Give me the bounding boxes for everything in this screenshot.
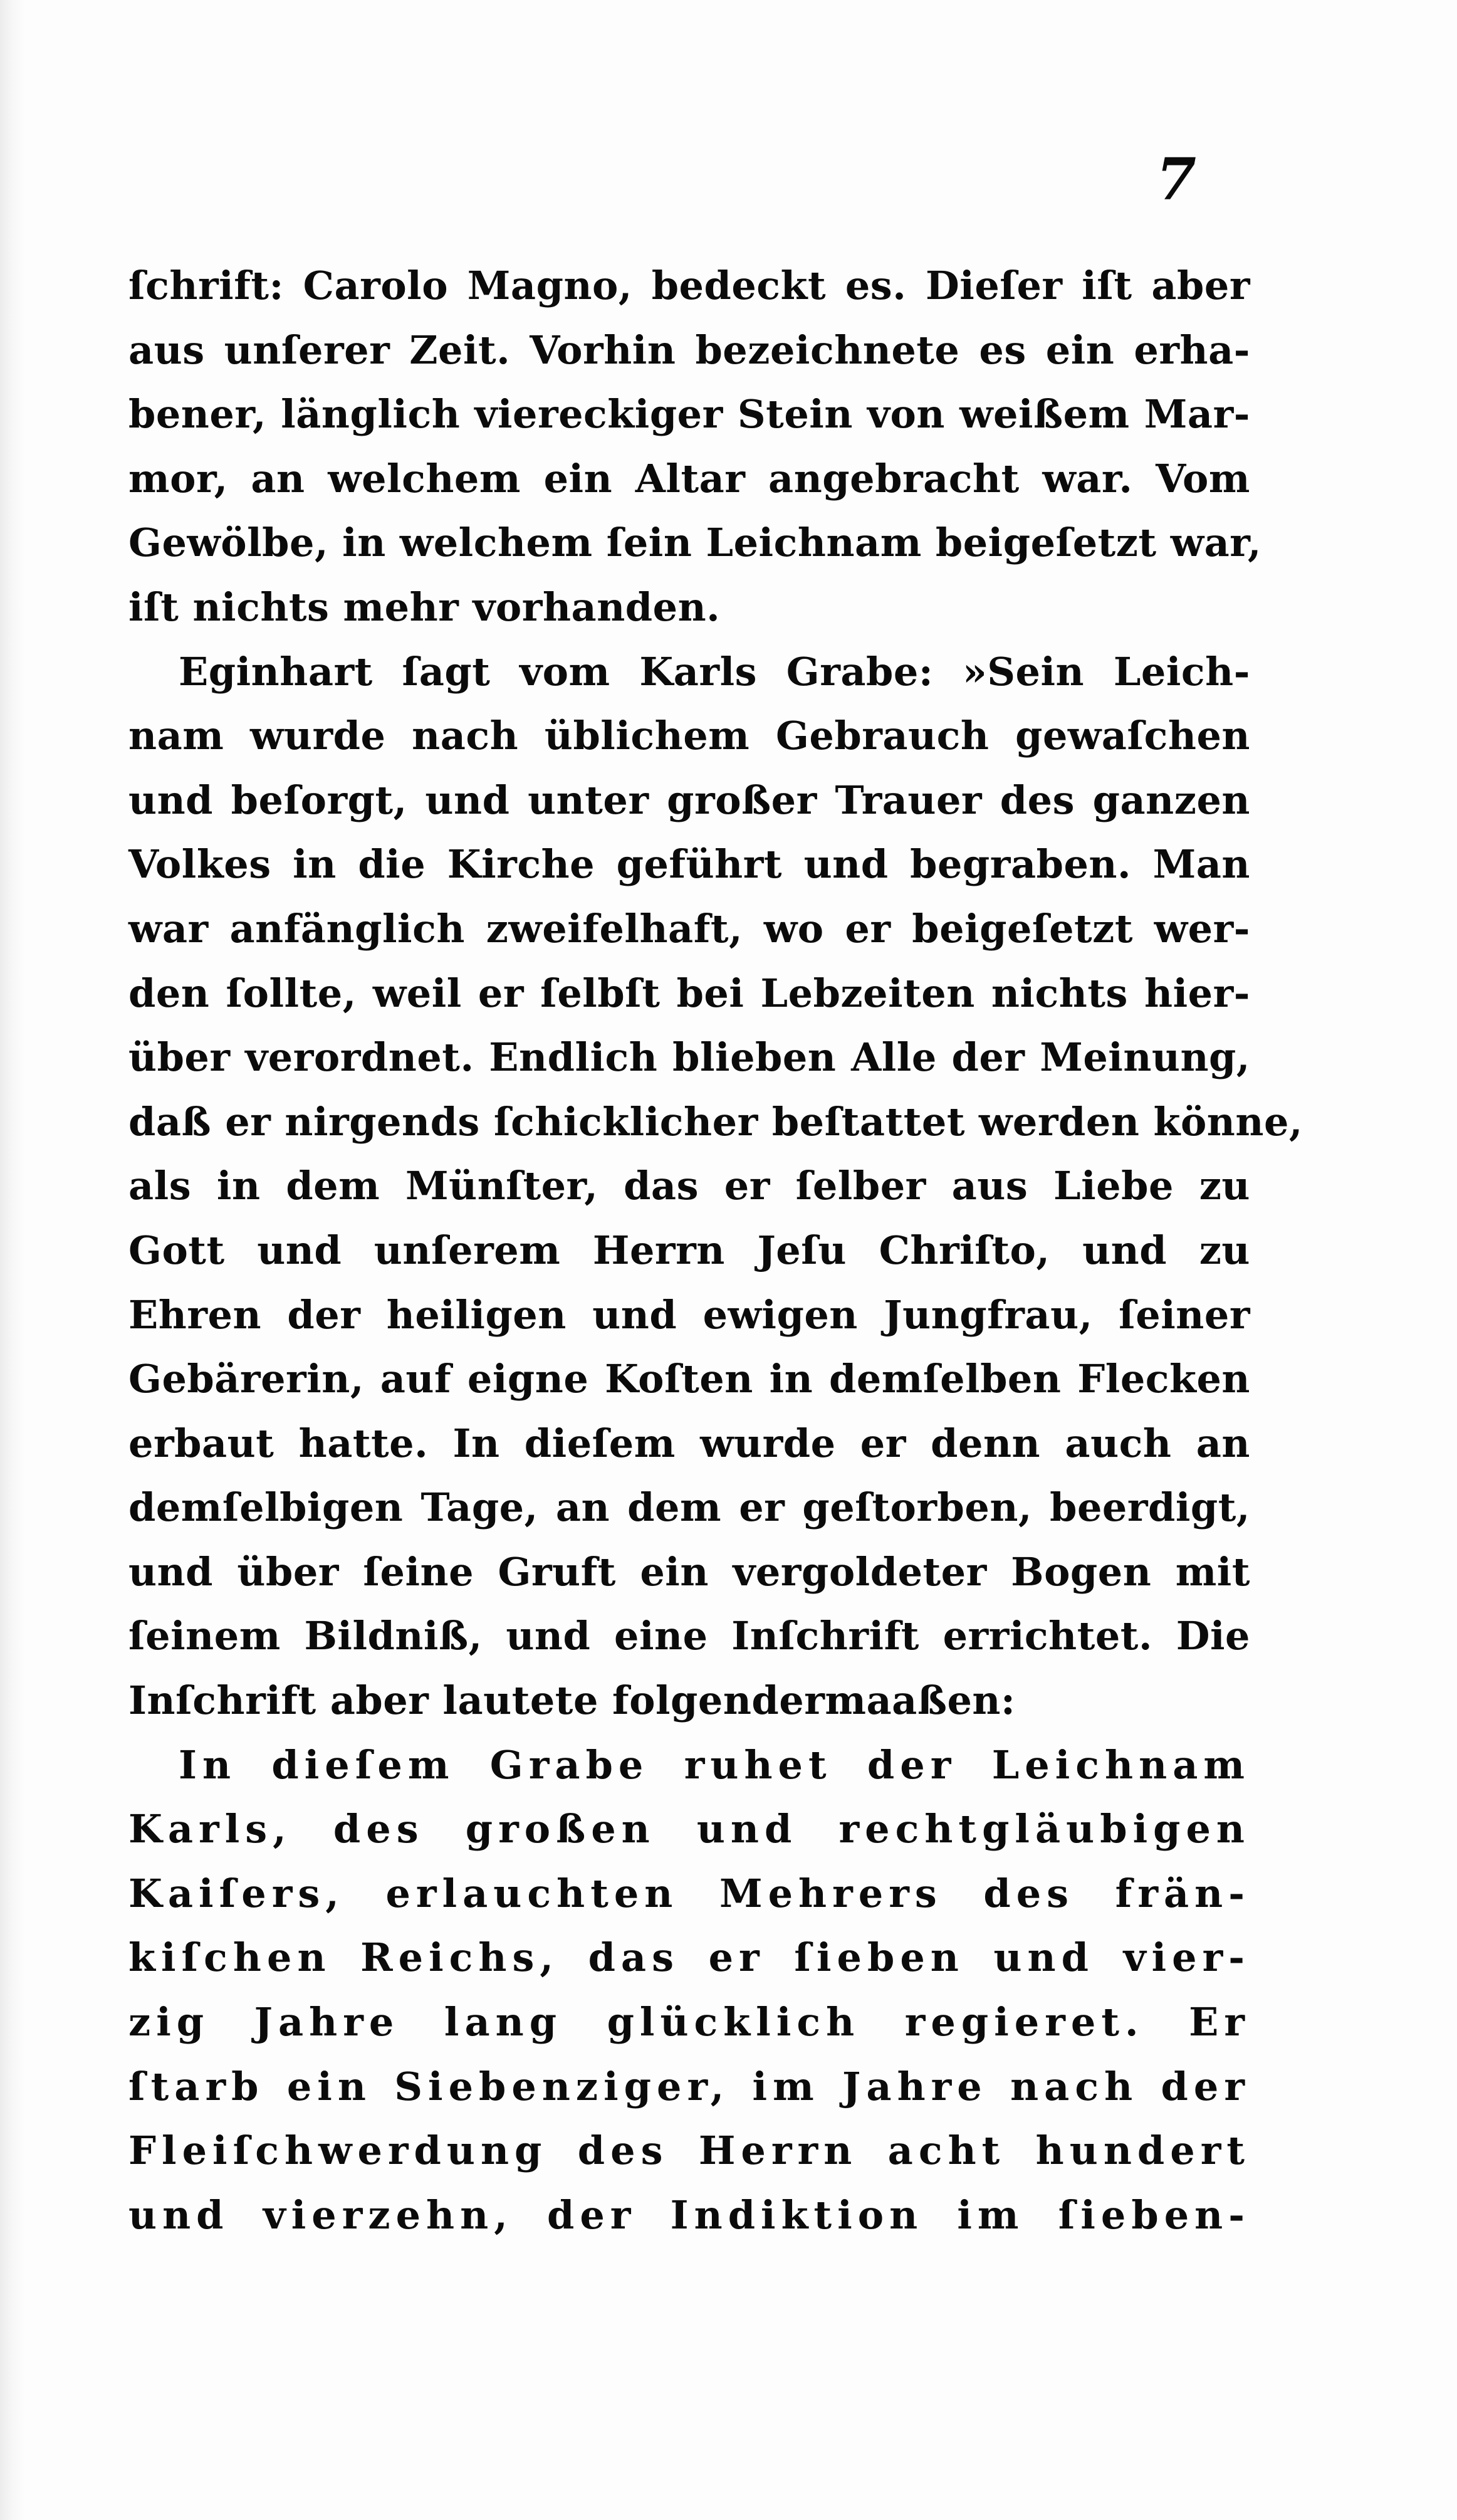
inscription-line: ſtarb ein Siebenziger, im Jahre nach der — [128, 2063, 1250, 2109]
inscription-line: In dieſem Grabe ruhet der Leichnam — [179, 1741, 1250, 1788]
inscription-line: und vierzehn, der Indiktion im ſieben- — [128, 2192, 1250, 2238]
text-line: Eginhart ſagt vom Karls Grabe: »Sein Leich- — [179, 648, 1250, 695]
paragraph-inscription — [128, 1733, 1250, 2248]
inscription-line: kiſchen Reichs, das er ſieben und vier- — [128, 1935, 1250, 1981]
text-line: Inſchrift aber lautete folgendermaaßen: — [128, 1677, 1016, 1724]
paragraph-eginhart-quote — [128, 640, 1303, 1733]
page-number: 7 — [1156, 145, 1197, 213]
inscription-line: zig Jahre lang glücklich regieret. Er — [128, 1999, 1250, 2045]
text-line: aus unſerer Zeit. Vorhin bezeichnete es ein erha- — [128, 327, 1250, 373]
text-line: als in dem Münſter, das er ſelber aus Liebe zu — [128, 1163, 1250, 1209]
text-line: bener, länglich viereckiger Stein von weißem Mar- — [128, 391, 1250, 438]
inscription-line: Kaiſers, erlauchten Mehrers des frän- — [128, 1870, 1250, 1916]
text-line: Volkes in die Kirche geführt und begraben. Man — [128, 841, 1250, 888]
text-line: und beſorgt, und unter großer Trauer des ganzen — [128, 777, 1250, 823]
text-line: über verordnet. Endlich blieben Alle der Meinung, — [128, 1034, 1250, 1081]
text-line: ſchrift: Carolo Magno, bedeckt es. Dieſer iſt aber — [128, 263, 1250, 308]
text-line: Gott und unſerem Herrn Jeſu Chriſto, und zu — [128, 1227, 1250, 1273]
inscription-line: Karls, des großen und rechtgläubigen — [128, 1806, 1250, 1852]
text-line: und über ſeine Gruft ein vergoldeter Bogen mit — [128, 1548, 1250, 1595]
text-line: ſeinem Bildniß, und eine Inſchrift errichtet. Die — [128, 1613, 1250, 1659]
text-line: war anfänglich zweifelhaft, wo er beigeſetzt wer- — [128, 905, 1250, 952]
text-line: den ſollte, weil er ſelbſt bei Lebzeiten nichts hier- — [128, 970, 1250, 1016]
text-line: Gewölbe, in welchem ſein Leichnam beigeſetzt war, — [128, 520, 1261, 566]
text-line: nam wurde nach üblichem Gebrauch gewaſchen — [128, 713, 1250, 759]
text-line: daß er nirgends ſchicklicher beſtattet werden könne, — [128, 1098, 1303, 1145]
paragraph-continuation — [128, 254, 1261, 640]
text-line: Gebärerin, auf eigne Koſten in demſelben Flecken — [128, 1356, 1250, 1402]
text-line: Ehren der heiligen und ewigen Jungfrau, ſeiner — [128, 1291, 1250, 1338]
inscription-line: Fleiſchwerdung des Herrn acht hundert — [128, 2128, 1250, 2174]
text-line: erbaut hatte. In dieſem wurde er denn auch an — [128, 1420, 1250, 1466]
body-text — [128, 254, 1303, 2247]
text-line: iſt nichts mehr vorhanden. — [128, 584, 721, 630]
text-line: demſelbigen Tage, an dem er geſtorben, beerdigt, — [128, 1484, 1250, 1531]
text-line: mor, an welchem ein Altar angebracht war. Vom — [128, 455, 1250, 501]
